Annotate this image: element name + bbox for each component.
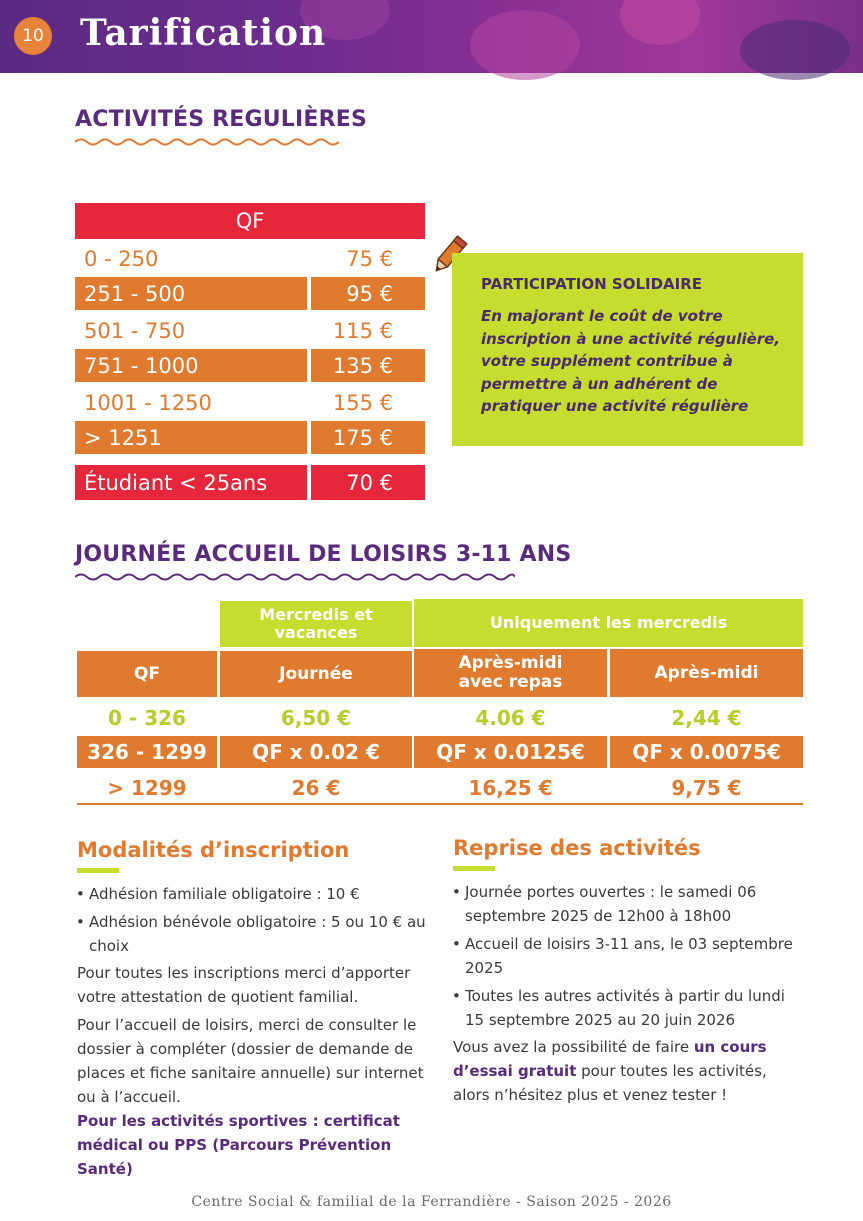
reprise-title: Reprise des activités bbox=[453, 836, 701, 860]
participation-solidaire-callout bbox=[452, 253, 803, 446]
qf-range-0: 0 - 250 bbox=[84, 246, 159, 271]
qf-price-1: 95 € bbox=[311, 277, 425, 310]
section-title-accueil-loisirs: JOURNÉE ACCUEIL DE LOISIRS 3-11 ANS bbox=[75, 542, 572, 567]
modalites-para-1: Pour toutes les inscriptions merci d’apporter votre attestation de quotient familial. bbox=[77, 964, 411, 1006]
loisirs-apm-repas-0: 4.06 € bbox=[475, 706, 546, 730]
qf-range-3: 751 - 1000 bbox=[75, 349, 307, 382]
loisirs-qf-1: 326 - 1299 bbox=[77, 736, 217, 768]
qf-range-4: 1001 - 1250 bbox=[84, 390, 212, 415]
section-title-activites: ACTIVITÉS REGULIÈRES bbox=[75, 107, 368, 132]
loisirs-journee-2: 26 € bbox=[291, 776, 341, 800]
qf-range-1: 251 - 500 bbox=[75, 277, 307, 310]
callout-text: En majorant le coût de votre inscription à une activité régulière, votre supplément contribue à permettre à un adhérent de pratiquer une activité régulière bbox=[481, 307, 781, 415]
header-banner bbox=[0, 0, 863, 73]
reprise-para bbox=[453, 1035, 808, 1107]
page-number-badge: 10 bbox=[14, 17, 52, 55]
wave-divider bbox=[75, 137, 340, 147]
student-label: Étudiant < 25ans bbox=[75, 465, 307, 500]
reprise-bullet-3: • Toutes les autres activités à partir du lundi 15 septembre 2025 au 20 juin 2026 bbox=[465, 984, 805, 1032]
modalites-para-2: Pour l’accueil de loisirs, merci de consulter le dossier à compléter (dossier de demande de places et fiche sanitaire annuelle) sur internet ou à l’accueil. bbox=[77, 1016, 424, 1106]
group-header-uniquement-mercredis: Uniquement les mercredis bbox=[414, 599, 803, 647]
loisirs-apm-2: 9,75 € bbox=[671, 776, 742, 800]
qf-range-2: 501 - 750 bbox=[84, 318, 186, 343]
col-header-qf: QF bbox=[77, 651, 217, 697]
loisirs-qf-2: > 1299 bbox=[107, 776, 187, 800]
modalites-bullet-1: • Adhésion familiale obligatoire : 10 € bbox=[89, 882, 419, 906]
page-title: Tarification bbox=[80, 12, 327, 54]
qf-price-5: 175 € bbox=[311, 421, 425, 454]
callout-title: PARTICIPATION SOLIDAIRE bbox=[481, 275, 703, 293]
reprise-underline bbox=[453, 866, 495, 871]
reprise-bullet-2: • Accueil de loisirs 3-11 ans, le 03 septembre 2025 bbox=[465, 932, 805, 980]
loisirs-journee-0: 6,50 € bbox=[280, 706, 352, 730]
qf-price-4: 155 € bbox=[332, 390, 393, 415]
qf-price-0: 75 € bbox=[346, 246, 393, 271]
reprise-bullet-1: • Journée portes ouvertes : le samedi 06 septembre 2025 de 12h00 à 18h00 bbox=[465, 880, 805, 928]
col-header-apres-midi: Après-midi bbox=[610, 649, 803, 697]
wave-divider-2 bbox=[75, 572, 515, 582]
student-price: 70 € bbox=[311, 465, 425, 500]
reprise-para-bold: un cours d’essai gratuit bbox=[453, 1038, 767, 1080]
qf-price-2: 115 € bbox=[332, 318, 393, 343]
modalites-title: Modalités d’inscription bbox=[77, 838, 350, 862]
table-bottom-rule bbox=[77, 803, 803, 805]
loisirs-apm-repas-2: 16,25 € bbox=[468, 776, 553, 800]
loisirs-apm-repas-1: QF x 0.0125€ bbox=[414, 736, 607, 768]
col-header-apres-midi-repas: Après-midi avec repas bbox=[414, 649, 607, 697]
qf-price-3: 135 € bbox=[311, 349, 425, 382]
col-header-journee: Journée bbox=[220, 651, 412, 697]
qf-header: QF bbox=[75, 203, 425, 239]
loisirs-journee-1: QF x 0.02 € bbox=[220, 736, 412, 768]
group-header-mercredis-vacances: Mercredis et vacances bbox=[220, 601, 412, 647]
modalites-underline bbox=[77, 868, 119, 873]
loisirs-qf-0: 0 - 326 bbox=[108, 706, 186, 730]
footer: Centre Social & familial de la Ferrandière - Saison 2025 - 2026 bbox=[191, 1194, 672, 1210]
qf-range-5: > 1251 bbox=[75, 421, 307, 454]
loisirs-apm-1: QF x 0.0075€ bbox=[610, 736, 803, 768]
reprise-para-a: Vous avez la possibilité de faire bbox=[453, 1038, 694, 1056]
modalites-sport-note: Pour les activités sportives : certificat médical ou PPS (Parcours Prévention Santé) bbox=[77, 1112, 400, 1178]
reprise-para-b: pour toutes les activités, alors n’hésitez plus et venez tester ! bbox=[453, 1062, 767, 1104]
modalites-bullet-2: • Adhésion bénévole obligatoire : 5 ou 10 € au choix bbox=[89, 910, 429, 958]
loisirs-apm-0: 2,44 € bbox=[671, 706, 742, 730]
